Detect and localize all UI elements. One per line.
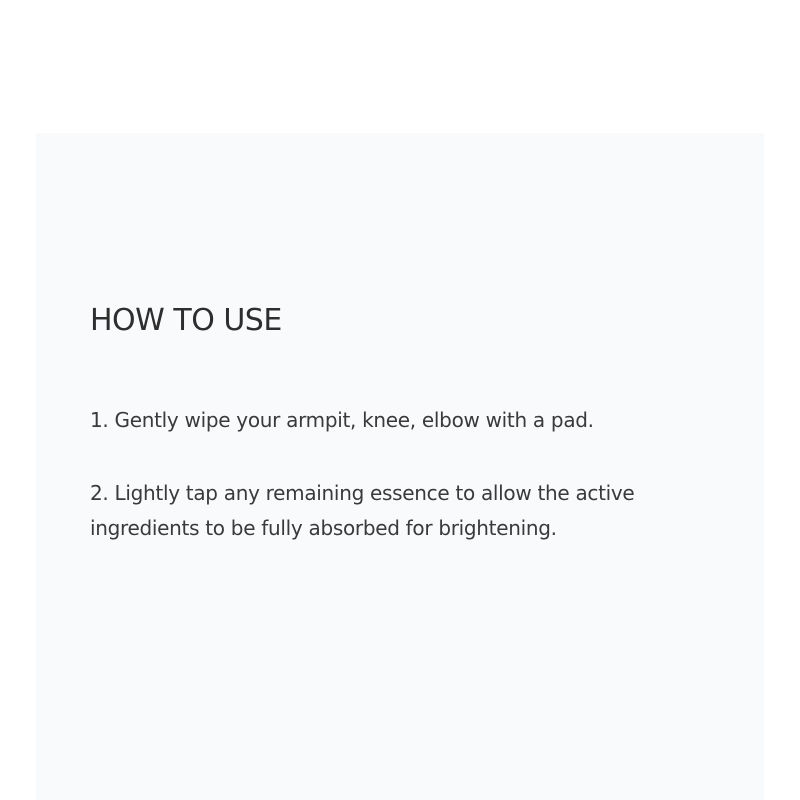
how-to-use-panel [36, 133, 764, 800]
steps-list [90, 403, 730, 584]
step-2: 2. Lightly tap any remaining essence to allow the active ingredients to be fully absorbed for brightening. [90, 481, 635, 540]
section-title: HOW TO USE [90, 303, 282, 338]
step-1: 1. Gently wipe your armpit, knee, elbow with a pad. [90, 408, 594, 432]
